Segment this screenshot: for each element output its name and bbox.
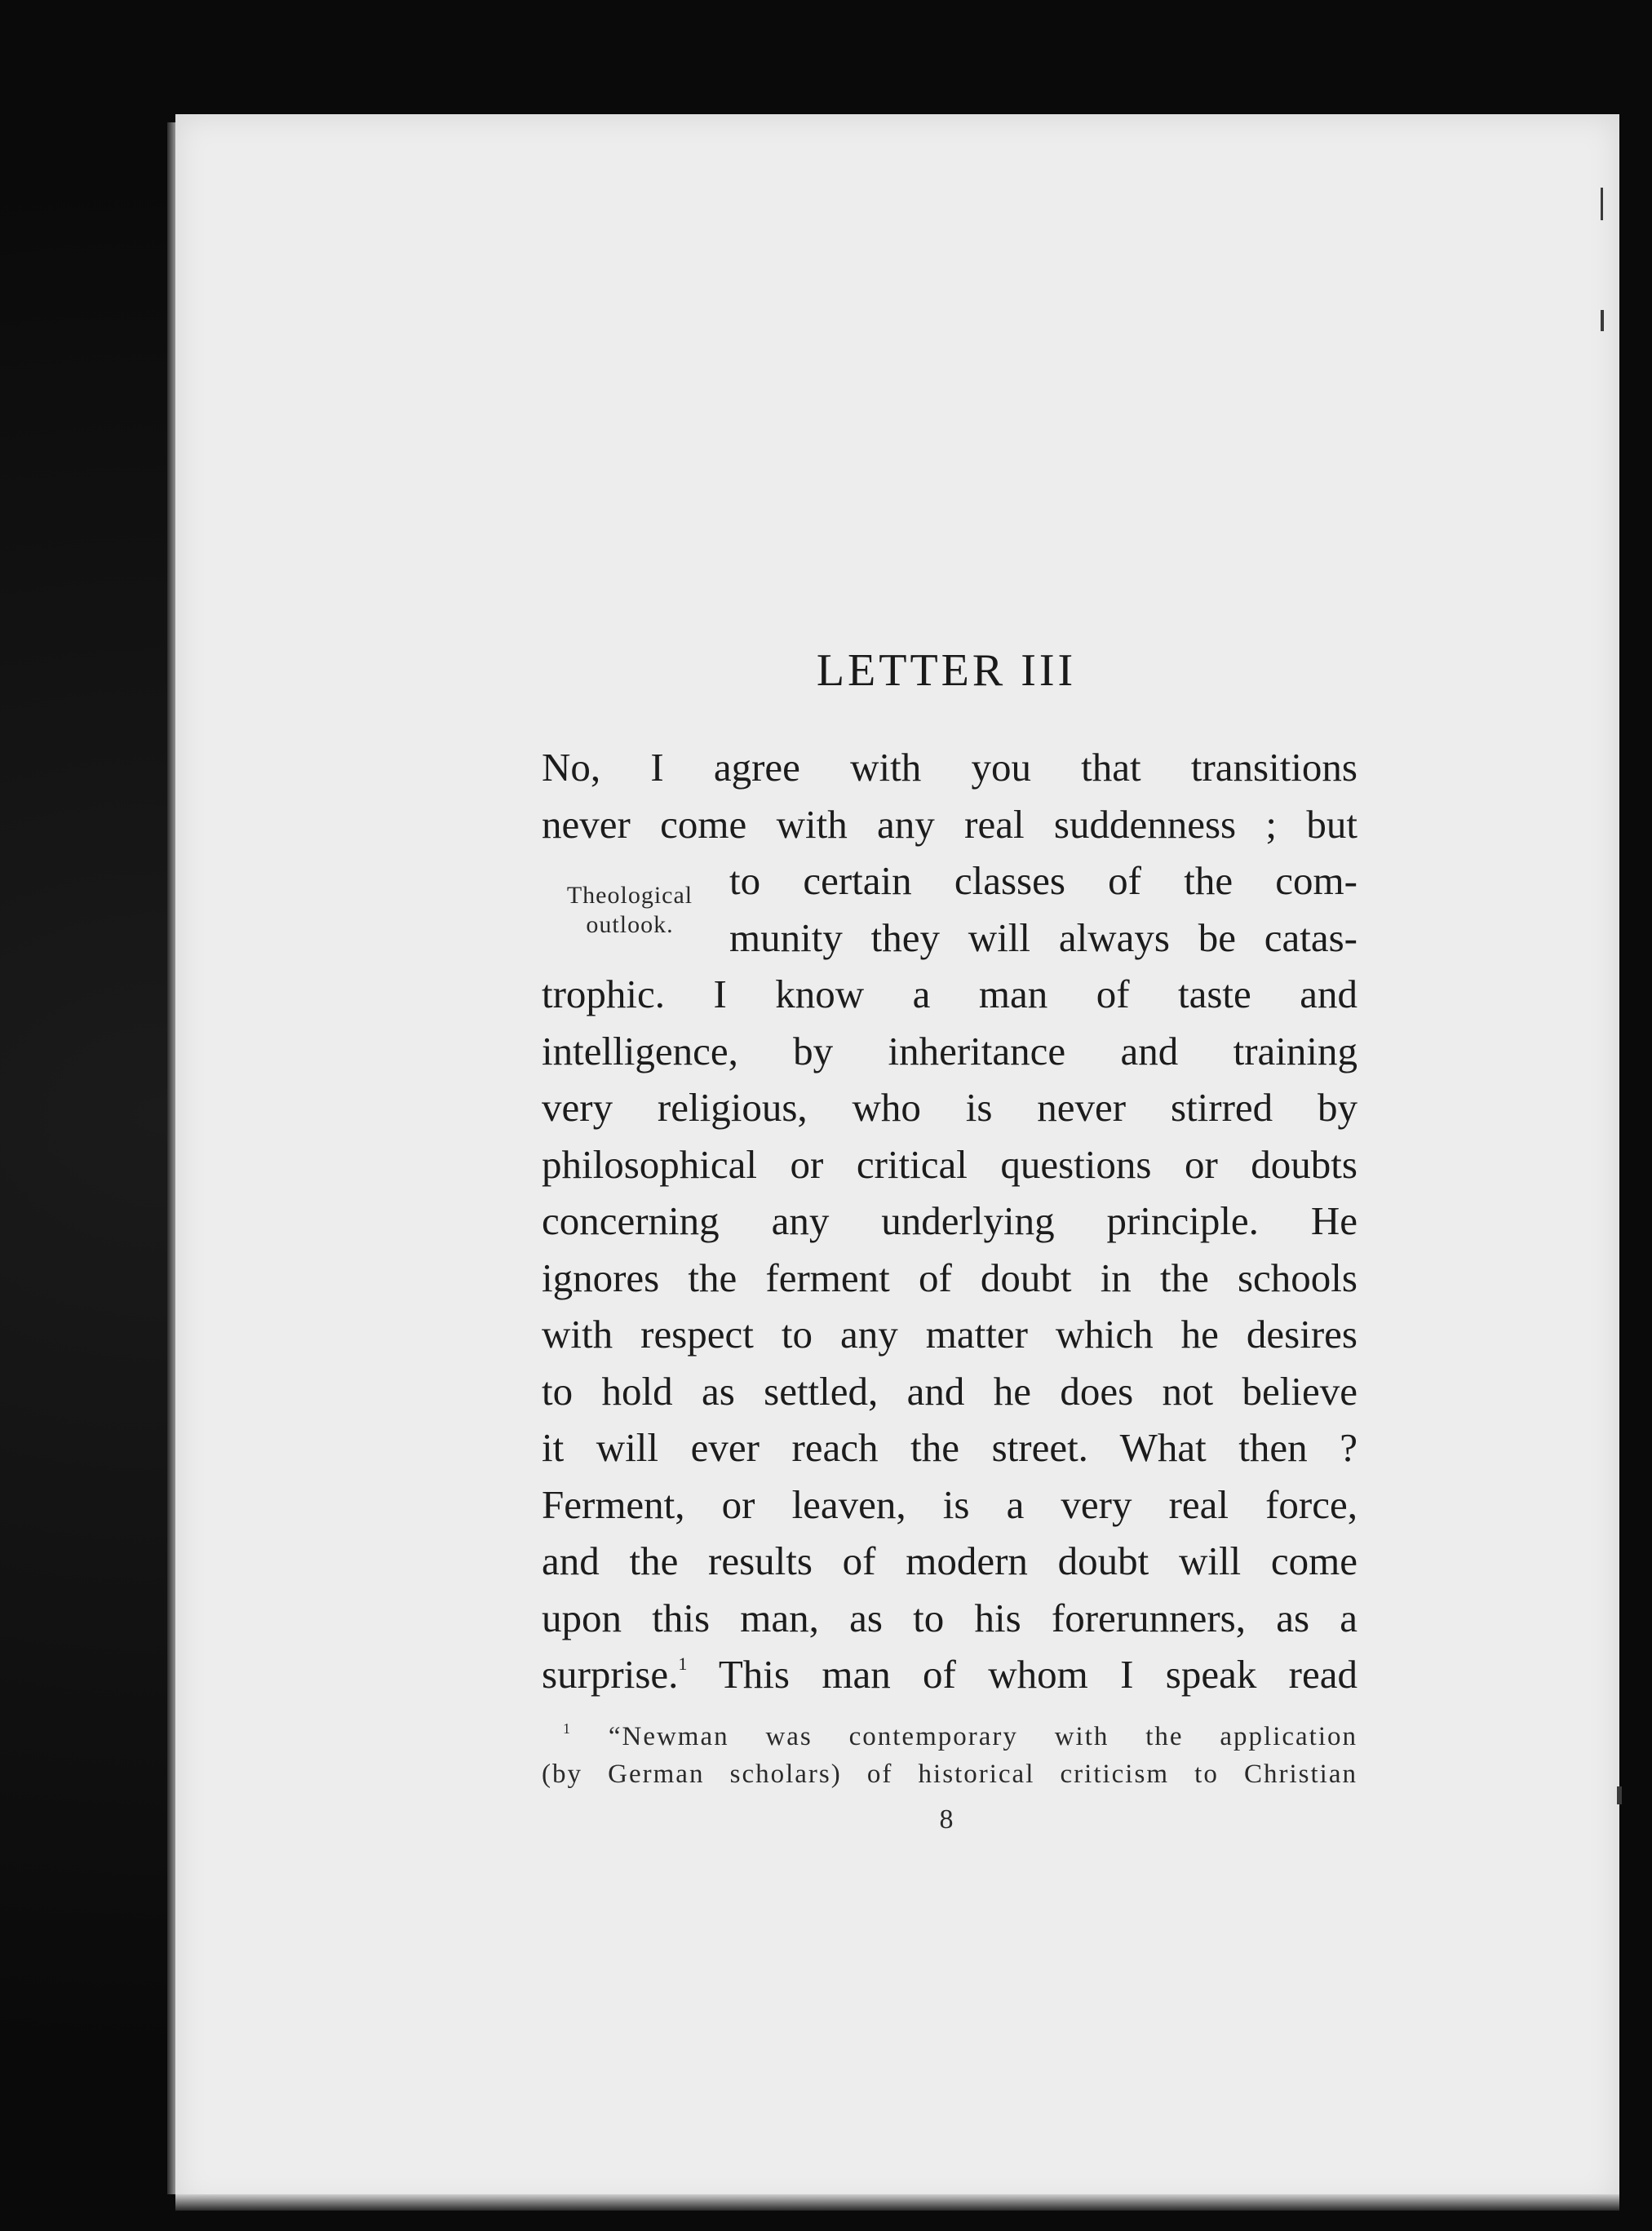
footnote-line	[542, 1718, 1357, 1755]
footnote-reference: 1	[678, 1653, 688, 1674]
text-fragment: surprise.	[542, 1652, 679, 1697]
body-text	[542, 739, 1357, 1703]
gutter-mark	[1601, 310, 1604, 331]
page-number: 8	[939, 1804, 954, 1835]
margin-note-line: outlook.	[586, 911, 674, 938]
text-line-with-footnote-ref	[542, 1646, 1357, 1703]
text-fragment: This man of whom I speak read	[718, 1652, 1357, 1697]
text-line: to certain classes of the com-	[729, 858, 1357, 903]
text-line: trophic. I know a man of taste and	[542, 972, 1357, 1016]
text-line: ignores the ferment of doubt in the schools	[542, 1255, 1357, 1300]
text-line: intelligence, by inheritance and training	[542, 1028, 1357, 1073]
text-line: philosophical or critical questions or doubts	[542, 1141, 1357, 1187]
gutter-mark	[1617, 1786, 1622, 1804]
margin-note-line: Theological	[566, 882, 693, 909]
text-line: upon this man, as to his forerunners, as a	[542, 1595, 1357, 1640]
text-line: No, I agree with you that transitions	[542, 745, 1357, 790]
text-line: and the results of modern doubt will come	[542, 1538, 1357, 1583]
footnote	[542, 1718, 1357, 1793]
letter-heading: LETTER III	[816, 645, 1077, 696]
text-line: never come with any real suddenness ; but	[542, 801, 1357, 847]
text-line: very religious, who is never stirred by	[542, 1085, 1357, 1130]
footnote-text: “Newman was contemporary with the application	[608, 1722, 1357, 1751]
text-line: with respect to any matter which he desires	[542, 1312, 1357, 1357]
text-line: to hold as settled, and he does not believe	[542, 1368, 1357, 1414]
text-line: it will ever reach the street. What then ?	[542, 1425, 1357, 1470]
page-bottom-edge	[175, 2194, 1619, 2211]
text-line: munity they will always be catas-	[729, 914, 1357, 960]
gutter-mark	[1601, 188, 1603, 220]
footnote-line: (by German scholars) of historical criticism to Christian	[542, 1760, 1357, 1789]
footnote-marker: 1	[563, 1720, 572, 1737]
text-line: concerning any underlying principle. He	[542, 1198, 1357, 1243]
text-line: Ferment, or leaven, is a very real force,	[542, 1481, 1357, 1527]
